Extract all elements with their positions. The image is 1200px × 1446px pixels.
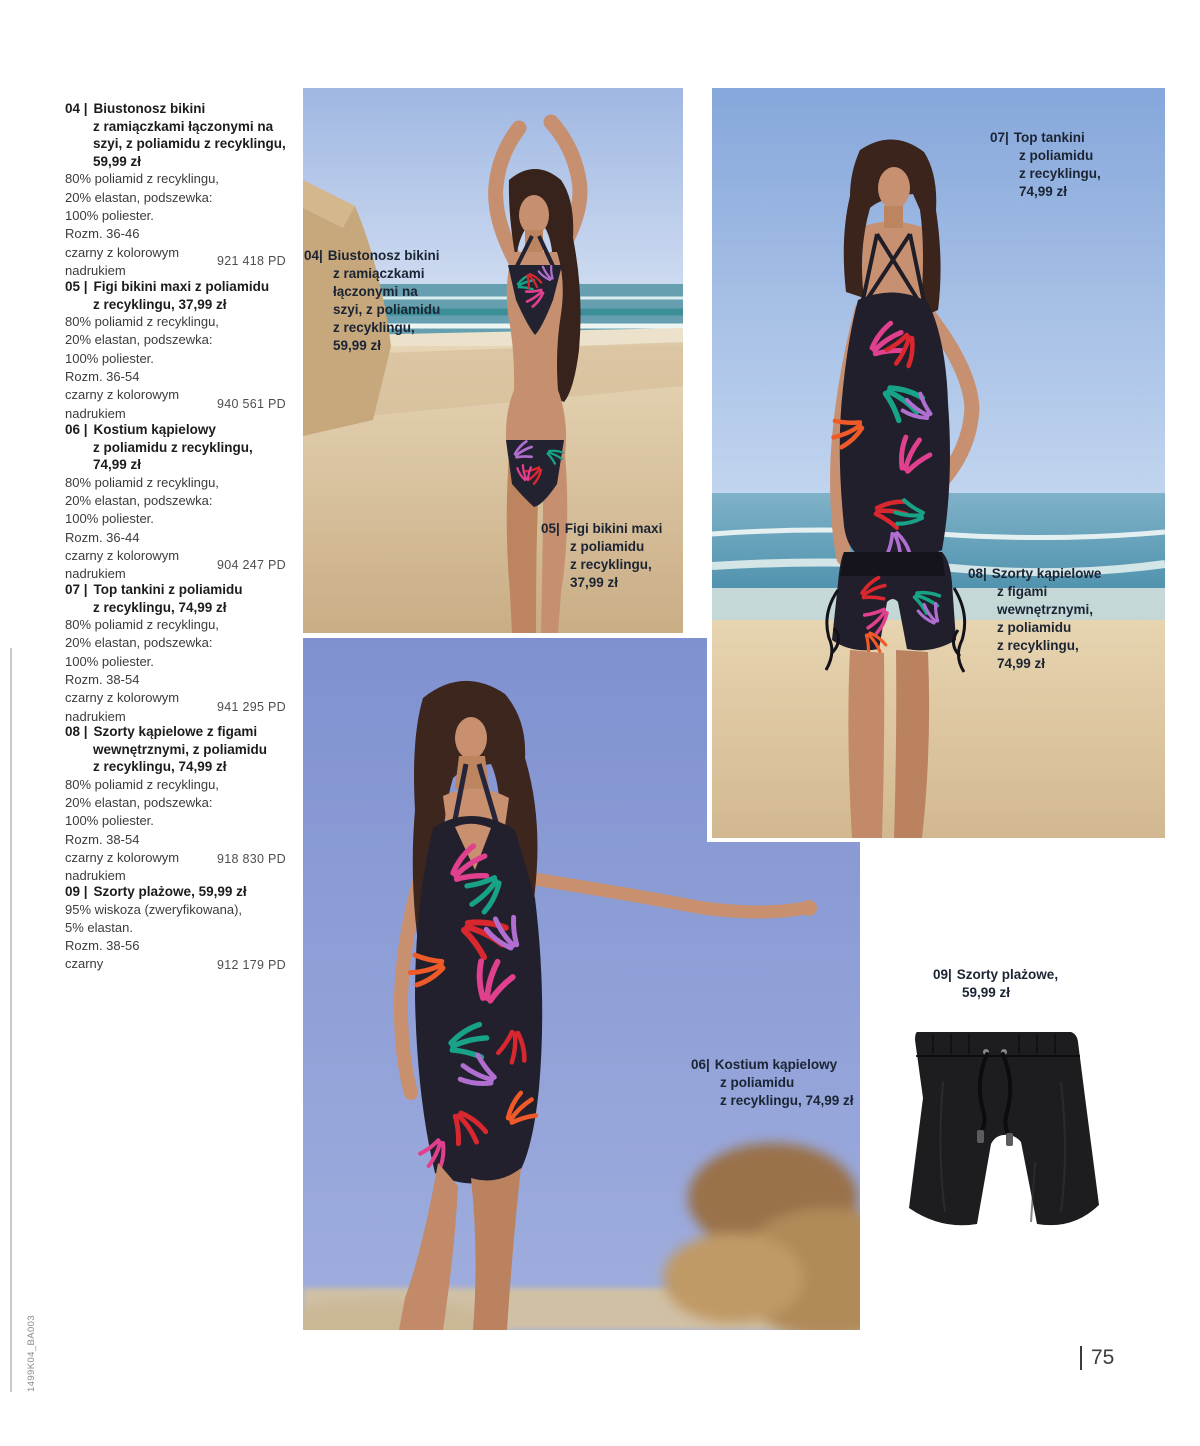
product-spec-line: Rozm. 36-44 — [65, 529, 140, 545]
product-spec-line: 100% poliester. — [65, 350, 154, 366]
caption-text: Biustonosz bikini — [327, 248, 440, 263]
product-entry-4 — [65, 723, 286, 886]
product-title-line: z ramiączkami łączonymi na — [93, 118, 274, 134]
caption-text: Szorty kąpielowe — [991, 566, 1102, 581]
product-spec-line: czarny z kolorowym — [65, 387, 180, 403]
caption-line: z ramiączkami — [333, 266, 425, 281]
photo-caption-06 — [691, 1056, 854, 1110]
left-margin-rule — [10, 648, 12, 1392]
caption-line: 74,99 zł — [997, 656, 1046, 671]
photo-caption-05 — [541, 520, 662, 592]
product-spec-line: 80% poliamid z recyklingu, — [65, 617, 219, 633]
caption-line: 74,99 zł — [1019, 184, 1068, 199]
product-spec-line: czarny z kolorowym — [65, 690, 180, 706]
product-entry-3 — [65, 581, 286, 726]
caption-line: wewnętrznymi, — [997, 602, 1094, 617]
product-spec-line: czarny z kolorowym — [65, 244, 180, 260]
caption-line — [691, 1056, 854, 1074]
product-number: 08 | — [65, 724, 88, 739]
product-title-line — [65, 883, 286, 901]
caption-line: z poliamidu — [570, 539, 645, 554]
product-spec-line: 20% elastan, podszewka: — [65, 635, 213, 651]
product-number: 05 | — [65, 279, 88, 294]
caption-line — [933, 966, 1058, 984]
product-spec-line: 20% elastan, podszewka: — [65, 493, 213, 509]
product-spec-line: Rozm. 38-56 — [65, 938, 140, 954]
caption-line — [541, 520, 662, 538]
article-number: 904 247 PD — [216, 557, 286, 572]
product-number: 04 | — [65, 101, 88, 116]
caption-line: 37,99 zł — [570, 575, 619, 590]
product-entry-1 — [65, 278, 286, 423]
caption-line: z recyklingu, — [997, 638, 1079, 653]
product-spec-line: 80% poliamid z recyklingu, — [65, 474, 219, 490]
product-title-line: wewnętrznymi, z poliamidu — [93, 741, 268, 757]
product-spec-line: 100% poliester. — [65, 653, 154, 669]
caption-text: Figi bikini maxi — [564, 521, 663, 536]
product-spec-line: nadrukiem — [65, 566, 126, 582]
product-title-line — [65, 100, 286, 118]
photo-caption-04 — [304, 247, 440, 355]
article-number: 918 830 PD — [216, 851, 286, 866]
product-spec-line: Rozm. 38-54 — [65, 831, 140, 847]
product-title-text: Top tankini z poliamidu — [93, 582, 243, 597]
product-spec-line: 100% poliester. — [65, 511, 154, 527]
product-spec-line: nadrukiem — [65, 708, 126, 724]
beach-shorts-cutout — [885, 1012, 1115, 1262]
product-number: 06 | — [65, 422, 88, 437]
product-title-text: Szorty plażowe, 59,99 zł — [93, 884, 247, 899]
product-title-text: Kostium kąpielowy — [93, 422, 216, 437]
photo-caption-09 — [933, 966, 1058, 1002]
caption-line — [304, 247, 440, 265]
product-title-text: Figi bikini maxi z poliamidu — [93, 279, 270, 294]
caption-number: 05| — [541, 521, 560, 536]
product-title-line — [65, 581, 286, 599]
product-spec-line: 100% poliester. — [65, 813, 154, 829]
caption-line: z poliamidu — [997, 620, 1072, 635]
product-title-line: z recyklingu, 74,99 zł — [93, 759, 227, 775]
swimsuit — [415, 816, 542, 1184]
caption-line: z recyklingu, — [570, 557, 652, 572]
product-spec-line: Rozm. 38-54 — [65, 672, 140, 688]
product-spec-line: Rozm. 36-54 — [65, 369, 140, 385]
product-spec-line: 5% elastan. — [65, 919, 133, 935]
photo-caption-08 — [968, 565, 1101, 673]
caption-line: 59,99 zł — [962, 985, 1011, 1000]
product-spec-line: czarny z kolorowym — [65, 547, 180, 563]
product-list — [65, 0, 286, 1100]
product-entry-0 — [65, 100, 286, 280]
product-spec-line: 20% elastan, podszewka: — [65, 189, 213, 205]
product-spec-line: nadrukiem — [65, 405, 126, 421]
photo-tankini-model — [707, 88, 1165, 842]
caption-line: z recyklingu, 74,99 zł — [720, 1093, 854, 1108]
product-entry-2 — [65, 421, 286, 584]
caption-text: Szorty plażowe, — [956, 967, 1059, 982]
product-spec-line: 80% poliamid z recyklingu, — [65, 171, 219, 187]
product-title-line — [65, 278, 286, 296]
product-spec-line: czarny z kolorowym — [65, 849, 180, 865]
product-number: 07 | — [65, 582, 88, 597]
caption-line: z recyklingu, — [1019, 166, 1101, 181]
caption-number: 09| — [933, 967, 952, 982]
caption-text: Top tankini — [1013, 130, 1085, 145]
caption-number: 07| — [990, 130, 1009, 145]
article-number: 912 179 PD — [216, 957, 286, 972]
product-title-line: z poliamidu z recyklingu, — [93, 439, 253, 455]
caption-line: z figami — [997, 584, 1048, 599]
caption-line — [990, 129, 1101, 147]
caption-line: z poliamidu — [720, 1075, 795, 1090]
product-spec-line: 20% elastan, podszewka: — [65, 332, 213, 348]
product-number: 09 | — [65, 884, 88, 899]
product-spec-line: 95% wiskoza (zweryfikowana), — [65, 901, 243, 917]
caption-number: 06| — [691, 1057, 710, 1072]
product-spec-line: nadrukiem — [65, 868, 126, 884]
product-spec-line: czarny — [65, 956, 104, 972]
product-spec-line: 20% elastan, podszewka: — [65, 795, 213, 811]
caption-text: Kostium kąpielowy — [714, 1057, 838, 1072]
product-title-line: z recyklingu, 74,99 zł — [93, 599, 227, 615]
product-spec-line: 100% poliester. — [65, 207, 154, 223]
caption-line: szyi, z poliamidu — [333, 302, 441, 317]
photo-beach-shorts-product — [885, 1012, 1115, 1262]
product-spec-line: Rozm. 36-46 — [65, 226, 140, 242]
article-number: 940 561 PD — [216, 396, 286, 411]
caption-line: łączonymi na — [333, 284, 418, 299]
caption-number: 04| — [304, 248, 323, 263]
product-title-line — [65, 421, 286, 439]
product-title-line: 59,99 zł — [93, 153, 142, 169]
product-title-line: 74,99 zł — [93, 457, 142, 473]
article-number: 941 295 PD — [216, 699, 286, 714]
caption-line: z poliamidu — [1019, 148, 1094, 163]
product-title-text: Biustonosz bikini — [93, 101, 206, 116]
product-spec-line: 80% poliamid z recyklingu, — [65, 776, 219, 792]
caption-line — [968, 565, 1101, 583]
product-title-text: Szorty kąpielowe z figami — [93, 724, 258, 739]
print-side-code: 1499K04_BA003 — [26, 1314, 37, 1392]
caption-line: 59,99 zł — [333, 338, 382, 353]
caption-line: z recyklingu, — [333, 320, 415, 335]
article-number: 921 418 PD — [216, 254, 286, 269]
product-spec-line: 80% poliamid z recyklingu, — [65, 314, 219, 330]
product-title-line: szyi, z poliamidu z recyklingu, — [93, 136, 286, 152]
product-title-line — [65, 723, 286, 741]
page-number: 75 — [1080, 1346, 1114, 1370]
product-title-line: z recyklingu, 37,99 zł — [93, 296, 227, 312]
product-spec-line: nadrukiem — [65, 262, 126, 278]
photo-caption-07 — [990, 129, 1101, 201]
caption-number: 08| — [968, 566, 987, 581]
product-entry-5 — [65, 883, 286, 974]
